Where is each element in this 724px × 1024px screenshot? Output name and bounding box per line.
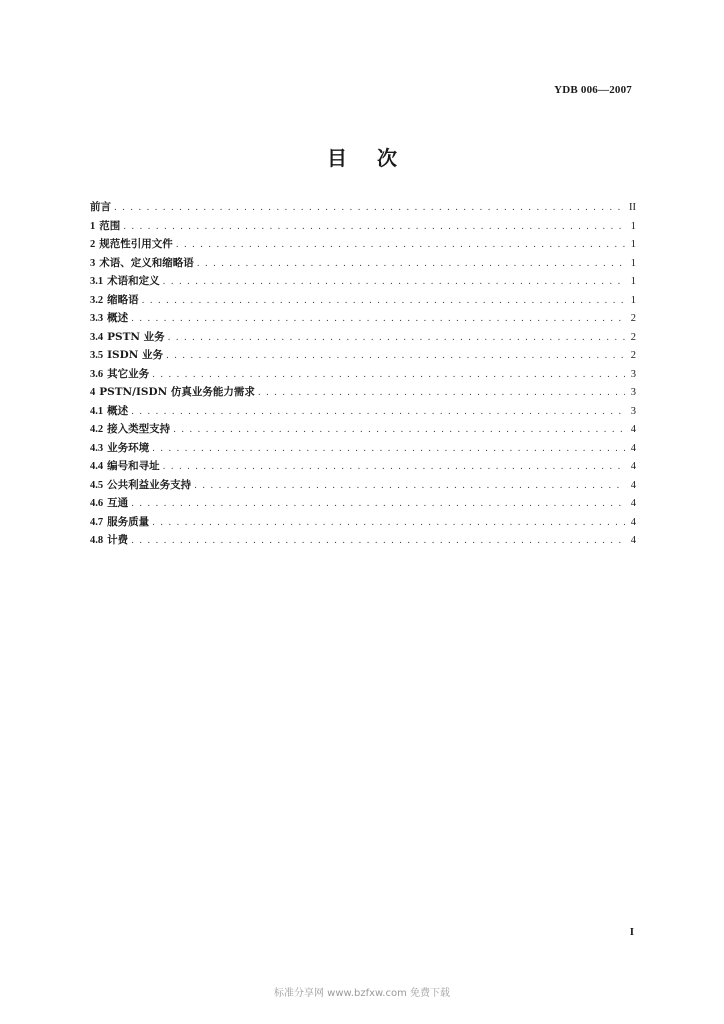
toc-entry-number: 3 [90,257,96,269]
toc-entry-label: 术语、定义和缩略语 [99,256,194,269]
toc-leader-dots [173,425,625,435]
toc-entry-page: 4 [630,479,636,491]
toc-entry-number: 3.5 [90,350,104,361]
toc-entry-page: 4 [630,442,636,454]
toc-entry-page: 1 [630,257,636,269]
toc-leader-dots [142,296,625,306]
toc-entry-number: 4.5 [90,479,104,491]
table-of-contents [90,199,636,551]
toc-entry-label: 范围 [99,219,121,232]
toc-entry-page: 4 [630,535,636,546]
toc-entry[interactable] [90,273,636,292]
toc-entry-page: 2 [630,313,636,324]
toc-entry[interactable] [90,236,636,255]
toc-entry-label: PSTN/ISDN 仿真业务能力需求 [99,386,255,398]
toc-entry[interactable] [90,532,636,551]
toc-entry[interactable] [90,255,636,274]
toc-entry-number: 4.4 [90,461,104,472]
toc-entry-label: 缩略语 [107,293,139,306]
standard-code: YDB 006—2007 [554,84,632,96]
page-title: 目次 [327,146,427,170]
toc-leader-dots [131,314,625,324]
watermark: 标准分享网 www.bzfxw.com 免费下载 [274,988,450,999]
toc-entry-label: 接入类型支持 [107,423,171,435]
toc-entry-label: 公共利益业务支持 [107,478,192,491]
toc-entry-number: 4.3 [90,442,104,454]
toc-entry-label: 编号和寻址 [107,460,160,472]
toc-entry[interactable] [90,292,636,311]
toc-leader-dots [131,499,625,509]
toc-entry-label: 概述 [107,312,129,324]
toc-entry-page: 1 [630,220,636,232]
toc-leader-dots [152,444,625,454]
toc-entry[interactable] [90,199,636,218]
toc-entry-number: 3.1 [90,276,104,287]
toc-leader-dots [152,370,625,380]
toc-entry-page: 3 [630,405,636,417]
toc-entry-label: 前言 [90,201,111,213]
toc-entry-number: 4.7 [90,516,104,528]
toc-entry-page: 1 [630,239,636,250]
toc-entry-page: 4 [630,498,636,509]
toc-entry-page: 2 [630,350,636,361]
toc-entry-label: 术语和定义 [107,275,160,287]
toc-leader-dots [258,388,625,398]
toc-leader-dots [194,481,625,491]
toc-entry[interactable] [90,440,636,459]
toc-entry-page: 1 [630,294,636,306]
toc-entry[interactable] [90,477,636,496]
toc-leader-dots [176,240,625,250]
toc-entry[interactable] [90,310,636,329]
toc-entry-page: 3 [630,368,636,380]
toc-entry-number: 4 [90,387,96,398]
toc-entry[interactable] [90,366,636,385]
toc-entry-number: 4.8 [90,535,104,546]
toc-entry-label: PSTN 业务 [107,330,165,343]
toc-entry-number: 3.6 [90,368,104,380]
toc-leader-dots [166,351,625,361]
toc-leader-dots [114,203,625,213]
toc-entry-page: 3 [630,387,636,398]
toc-entry-label: 业务环境 [107,441,150,454]
toc-entry-label: 服务质量 [107,515,150,528]
toc-entry-page: 1 [630,276,636,287]
toc-leader-dots [152,518,625,528]
toc-entry[interactable] [90,421,636,440]
toc-entry-number: 3.2 [90,294,104,306]
toc-leader-dots [123,222,625,232]
toc-entry-number: 4.6 [90,498,104,509]
toc-entry-label: ISDN 业务 [107,349,163,361]
toc-entry-number: 3.4 [90,331,104,343]
toc-entry-page: 2 [630,331,636,343]
toc-leader-dots [197,259,625,269]
toc-entry-number: 3.3 [90,313,104,324]
toc-entry-label: 计费 [107,534,129,546]
toc-leader-dots [131,536,625,546]
toc-leader-dots [163,462,625,472]
toc-entry-number: 2 [90,239,96,250]
toc-entry[interactable] [90,384,636,403]
toc-entry-label: 规范性引用文件 [99,238,173,250]
toc-entry[interactable] [90,495,636,514]
page-number: I [629,926,634,938]
toc-leader-dots [168,333,625,343]
toc-entry-label: 概述 [107,404,129,417]
toc-entry[interactable] [90,514,636,533]
toc-entry-page: 4 [630,516,636,528]
toc-leader-dots [131,407,625,417]
toc-entry[interactable] [90,218,636,237]
toc-entry-label: 其它业务 [107,367,150,380]
toc-entry-page: 4 [630,424,636,435]
toc-entry[interactable] [90,403,636,422]
toc-entry-page: II [629,202,636,213]
toc-leader-dots [163,277,625,287]
toc-entry[interactable] [90,347,636,366]
toc-entry-number: 4.1 [90,405,104,417]
toc-entry[interactable] [90,458,636,477]
toc-entry-page: 4 [630,461,636,472]
toc-entry-label: 互通 [107,497,129,509]
toc-entry-number: 4.2 [90,424,104,435]
toc-entry-number: 1 [90,220,96,232]
toc-entry[interactable] [90,329,636,348]
